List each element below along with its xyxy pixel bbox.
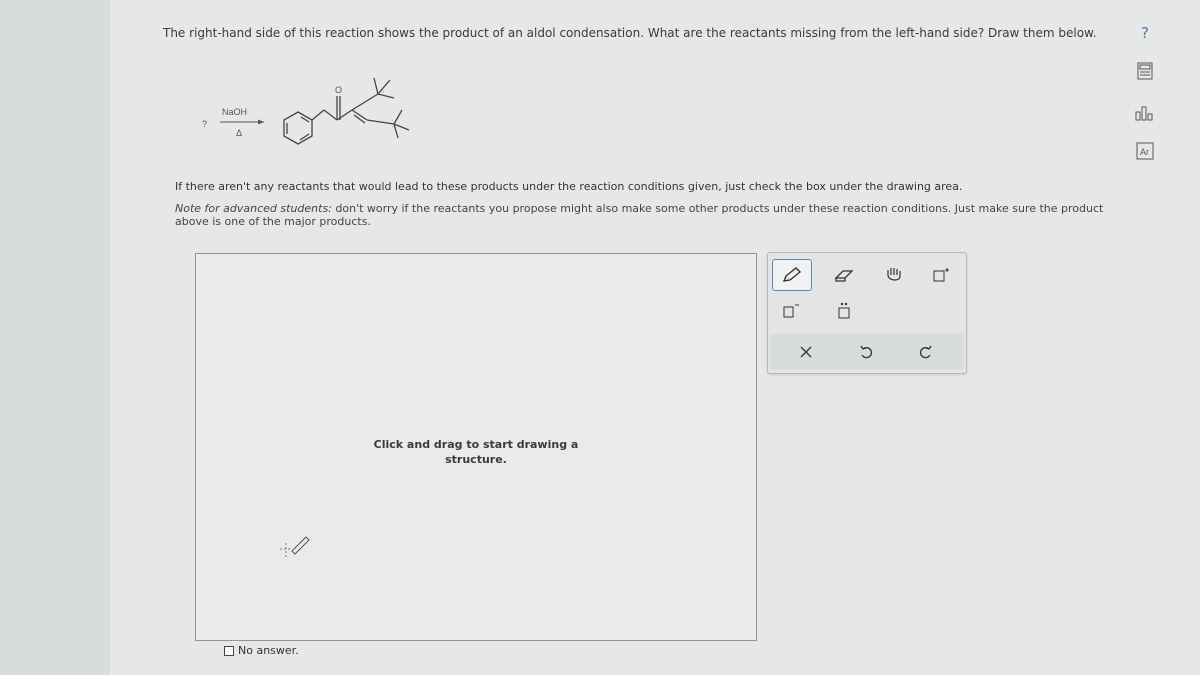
- product-structure: [284, 78, 409, 144]
- pencil-tool[interactable]: [772, 259, 812, 291]
- periodic-table-icon: [1135, 141, 1155, 161]
- bond: [337, 110, 352, 120]
- periodic-table-label: Ar: [1140, 147, 1149, 157]
- eraser-icon: [833, 266, 855, 284]
- bar-chart-icon: [1133, 103, 1157, 123]
- bond: [374, 78, 378, 94]
- periodic-table-button[interactable]: [1131, 138, 1159, 164]
- toolbar-actions: [770, 334, 964, 370]
- note-label: Note for advanced students:: [175, 202, 332, 215]
- bond: [394, 124, 398, 138]
- no-answer-option[interactable]: [224, 644, 299, 657]
- clear-icon: [798, 344, 814, 360]
- bond: [352, 94, 378, 110]
- note-text: [175, 202, 1105, 228]
- lone-pair-icon: [833, 302, 855, 320]
- undo-button[interactable]: [850, 338, 882, 366]
- reaction-scheme: [190, 70, 450, 180]
- help-button[interactable]: ?: [1141, 24, 1149, 42]
- no-answer-label: No answer.: [238, 644, 299, 657]
- clear-button[interactable]: [790, 338, 822, 366]
- hand-icon: [883, 266, 905, 284]
- bond: [324, 110, 337, 120]
- no-answer-checkbox[interactable]: [224, 646, 234, 656]
- reagent-label: NaOH: [222, 107, 248, 117]
- condition-label: Δ: [236, 128, 243, 138]
- bond: [312, 110, 324, 120]
- template-tool[interactable]: [926, 261, 958, 289]
- drawing-canvas[interactable]: [195, 253, 757, 657]
- note-body: don't worry if the reactants you propose might also make some other products under these reaction conditions. Just make sure the product above is one of the major products.: [175, 202, 1104, 228]
- redo-button[interactable]: [910, 338, 942, 366]
- pencil-icon: [781, 266, 803, 284]
- calculator-button[interactable]: [1131, 58, 1159, 84]
- carbonyl-oxygen: O: [335, 85, 343, 95]
- bond: [394, 110, 402, 124]
- eraser-tool[interactable]: [828, 261, 860, 289]
- charge-tool[interactable]: [776, 297, 808, 325]
- bond: [378, 80, 390, 94]
- benzene-ring: [284, 112, 312, 144]
- bond: [378, 94, 394, 98]
- drawing-toolbar: [767, 252, 967, 374]
- template-icon: [931, 266, 953, 284]
- reactant-placeholder: ?: [202, 119, 208, 129]
- question-text: The right-hand side of this reaction shows the product of an aldol condensation. What are the reactants missing from the left-hand side? Draw them below.: [163, 26, 1097, 40]
- bond: [394, 124, 409, 130]
- instruction-text: If there aren't any reactants that would lead to these products under the reaction conditions given, just check the box under the drawing area.: [175, 180, 963, 193]
- reaction-arrowhead: [258, 120, 264, 125]
- calculator-icon: [1135, 61, 1155, 81]
- move-tool[interactable]: [878, 261, 910, 289]
- canvas-hint: Click and drag to start drawing a structure.: [373, 438, 579, 466]
- charge-icon: [781, 302, 803, 320]
- alkene-bond: [354, 115, 365, 123]
- draw-cursor-icon: [276, 529, 316, 569]
- chart-button[interactable]: [1131, 100, 1159, 126]
- lone-pair-tool[interactable]: [828, 297, 860, 325]
- bond: [367, 120, 394, 124]
- undo-icon: [858, 344, 874, 360]
- redo-icon: [918, 344, 934, 360]
